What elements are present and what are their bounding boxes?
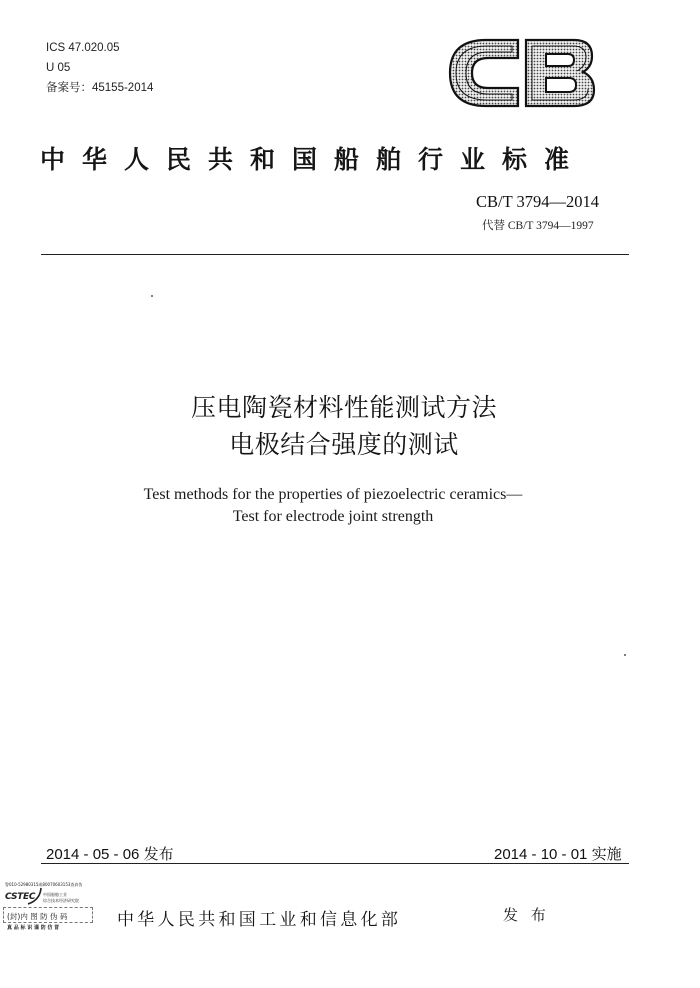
implementation-date: 2014 - 10 - 01 实施 — [494, 846, 622, 863]
cb-logo-icon — [446, 36, 598, 110]
anti-counterfeit-sticker — [0, 880, 96, 940]
chinese-title-line-2: 电极结合强度的测试 — [229, 430, 459, 459]
english-title-line-2: Test for electrode joint strength — [232, 508, 434, 525]
scan-speck — [624, 654, 626, 656]
footer-divider — [41, 863, 629, 864]
english-title-line-1: Test methods for the properties of piezoelectric ceramics— — [143, 486, 523, 503]
ics-code: ICS 47.020.05 — [46, 42, 120, 54]
sticker-serial: 警010-52980315或80070603153查真伪 — [5, 882, 83, 887]
sticker-authenticity-label: 真 品 标 识 谨 防 仿 冒 — [7, 925, 60, 931]
issue-date: 2014 - 05 - 06 发布 — [46, 846, 174, 863]
sticker-org-line-1: 中国船舶工业 — [43, 892, 67, 897]
header-divider — [41, 254, 629, 255]
issuing-authority-heading: 中华人民共和国船舶行业标准 — [40, 145, 587, 174]
publish-label: 发 布 — [503, 906, 550, 924]
record-number: 备案号：45155-2014 — [46, 82, 154, 94]
sticker-org-line-2: 综合技术经济研究院 — [43, 898, 79, 903]
sticker-brand: CSTEC — [5, 892, 36, 902]
chinese-title-line-1: 压电陶瓷材料性能测试方法 — [190, 393, 497, 422]
standard-number: CB/T 3794—2014 — [476, 192, 600, 211]
classification-code: U 05 — [46, 62, 71, 74]
publisher-name: 中华人民共和国工业和信息化部 — [117, 910, 402, 930]
replaces-standard: 代替 CB/T 3794—1997 — [482, 220, 594, 232]
scan-speck — [151, 295, 153, 297]
sticker-code-label: (封)内 图 防 伪 码 — [7, 912, 68, 921]
